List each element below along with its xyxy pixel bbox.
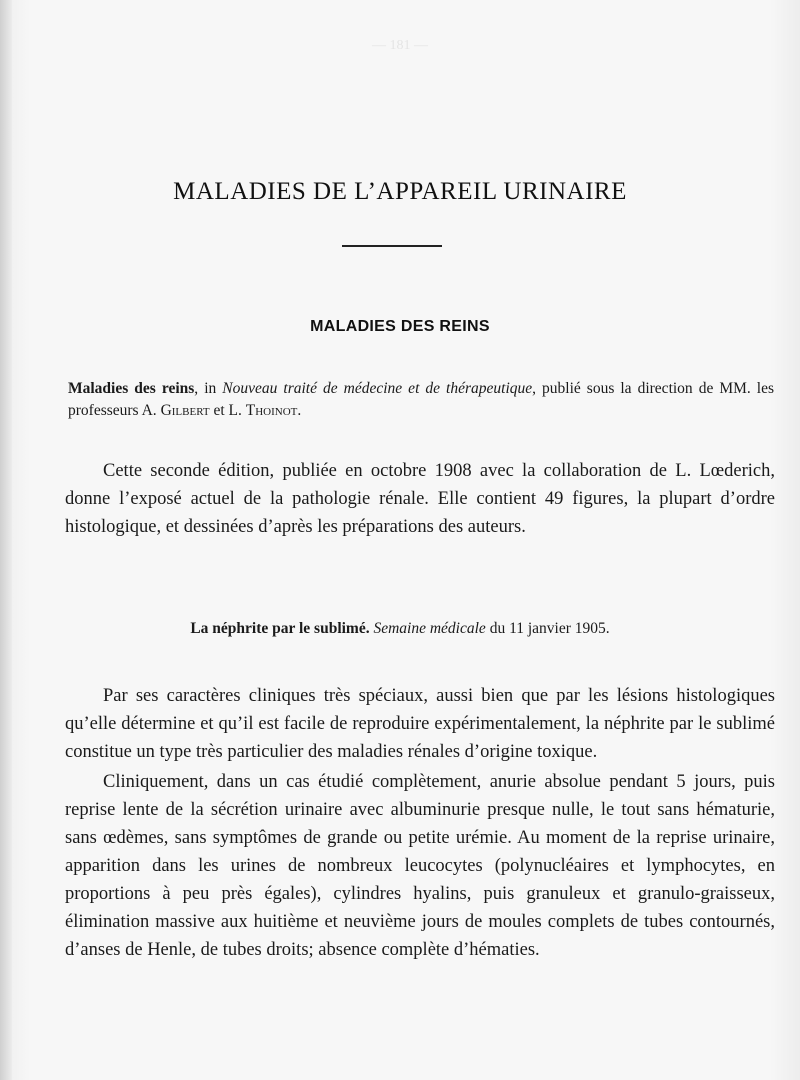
- paragraph-1: Cette seconde édition, publiée en octobre 1908 avec la collaboration de L. Lœderich, donne l’exposé actuel de la pathologie rénale. Elle contient 49 figures, la plupart d’ordre histologique, et dessinées d’après les préparations des auteurs.: [65, 461, 775, 537]
- subheading-title: La néphrite par le sublimé.: [190, 620, 370, 637]
- paragraph-3: Cliniquement, dans un cas étudié complètement, anurie absolue pendant 5 jours, puis reprise lente de la sécrétion urinaire avec albuminurie presque nulle, le tout sans hématurie, sans œdèmes, sans symptômes de grande ou petite urémie. Au moment de la reprise urinaire, apparition dans les urines de nombreux leucocytes (polynucléaires et lymphocytes, en proportions à peu près égales), cylindres hyalins, puis granuleux et granulo-graisseux, élimination massive aux huitième et neuvième jours de moules complets de tubes contournés, d’anses de Henle, de tubes droits; absence complète d’hématies.: [65, 772, 775, 960]
- biblio-title: Maladies des reins: [68, 380, 195, 397]
- body-block-2: [65, 682, 775, 964]
- biblio-author-1: Gilbert: [160, 402, 210, 419]
- biblio-published-by: , publié sous la direction de MM. les professeurs A.: [68, 380, 775, 419]
- title-rule: [342, 245, 442, 247]
- subheading-date: du 11 janvier 1905.: [485, 620, 610, 637]
- biblio-author-2: Thoinot: [245, 402, 298, 419]
- chapter-title: MALADIES DE L’APPAREIL URINAIRE: [173, 178, 627, 205]
- paragraph-2: Par ses caractères cliniques très spéciaux, aussi bien que par les lésions histologiques qu’elle détermine et qu’il est facile de reproduire expérimentalement, la néphrite par le sublimé constitue un type très particulier des maladies rénales d’origine toxique.: [65, 686, 775, 762]
- biblio-end: .: [297, 402, 302, 419]
- article-subheading: [0, 620, 800, 638]
- page-gutter-shadow: [0, 0, 12, 1080]
- bleed-through-folio: — 181 —: [372, 38, 428, 53]
- bibliography-entry: [68, 378, 774, 422]
- body-block-1: [65, 457, 775, 541]
- subheading-journal: Semaine médicale: [373, 620, 486, 637]
- section-title: MALADIES DES REINS: [310, 318, 490, 335]
- biblio-and: et L.: [209, 402, 246, 419]
- biblio-work: Nouveau traité de médecine et de thérapeutique: [222, 380, 533, 397]
- biblio-in: , in: [194, 380, 223, 397]
